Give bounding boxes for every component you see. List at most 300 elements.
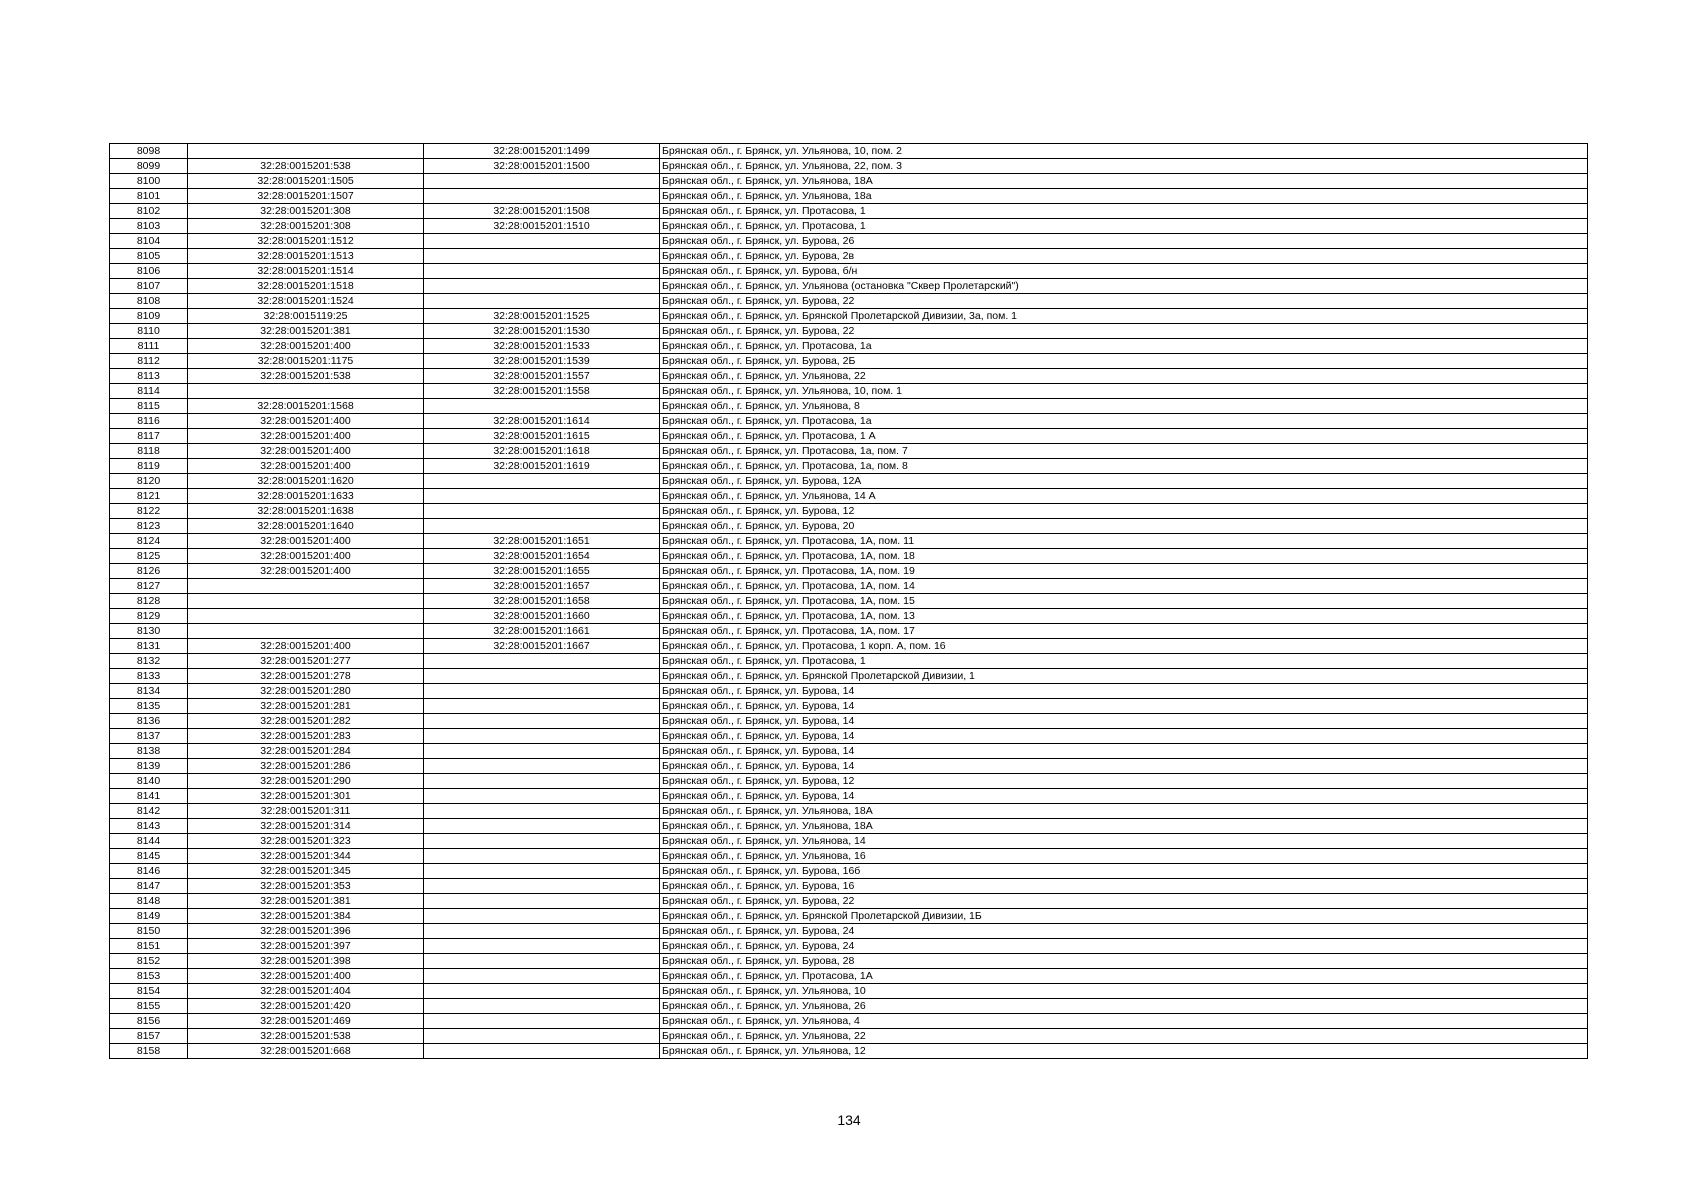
table-row	[110, 444, 1588, 459]
cadastral-number-cell: 32:28:0015201:384	[188, 909, 424, 924]
premises-cadastral-number-cell	[424, 279, 660, 294]
table-row	[110, 549, 1588, 564]
premises-cadastral-number-cell	[424, 849, 660, 864]
table-row	[110, 639, 1588, 654]
table-row	[110, 609, 1588, 624]
address-cell: Брянская обл., г. Брянск, ул. Брянской Пролетарской Дивизии, 3а, пом. 1	[660, 309, 1588, 324]
table-row	[110, 324, 1588, 339]
premises-cadastral-number-cell	[424, 819, 660, 834]
table-row	[110, 669, 1588, 684]
registry-table	[109, 143, 1588, 1059]
row-number-cell: 8125	[110, 549, 188, 564]
premises-cadastral-number-cell	[424, 1044, 660, 1059]
row-number-cell: 8099	[110, 159, 188, 174]
address-cell: Брянская обл., г. Брянск, ул. Бурова, 26	[660, 234, 1588, 249]
premises-cadastral-number-cell	[424, 804, 660, 819]
address-cell: Брянская обл., г. Брянск, ул. Ульянова, 22, пом. 3	[660, 159, 1588, 174]
row-number-cell: 8109	[110, 309, 188, 324]
address-cell: Брянская обл., г. Брянск, ул. Ульянова, 26	[660, 999, 1588, 1014]
table-row	[110, 834, 1588, 849]
table-row	[110, 624, 1588, 639]
address-cell: Брянская обл., г. Брянск, ул. Протасова, 1 корп. А, пом. 16	[660, 639, 1588, 654]
table-row	[110, 654, 1588, 669]
row-number-cell: 8103	[110, 219, 188, 234]
cadastral-number-cell: 32:28:0015201:1513	[188, 249, 424, 264]
cadastral-number-cell: 32:28:0015119:25	[188, 309, 424, 324]
address-cell: Брянская обл., г. Брянск, ул. Бурова, 2Б	[660, 354, 1588, 369]
row-number-cell: 8138	[110, 744, 188, 759]
premises-cadastral-number-cell	[424, 1014, 660, 1029]
table-row	[110, 264, 1588, 279]
premises-cadastral-number-cell: 32:28:0015201:1508	[424, 204, 660, 219]
cadastral-number-cell: 32:28:0015201:400	[188, 339, 424, 354]
row-number-cell: 8101	[110, 189, 188, 204]
premises-cadastral-number-cell	[424, 654, 660, 669]
table-row	[110, 804, 1588, 819]
cadastral-number-cell: 32:28:0015201:400	[188, 969, 424, 984]
cadastral-number-cell: 32:28:0015201:404	[188, 984, 424, 999]
premises-cadastral-number-cell	[424, 264, 660, 279]
cadastral-number-cell: 32:28:0015201:397	[188, 939, 424, 954]
table-row	[110, 954, 1588, 969]
address-cell: Брянская обл., г. Брянск, ул. Бурова, 14	[660, 759, 1588, 774]
cadastral-number-cell	[188, 609, 424, 624]
premises-cadastral-number-cell: 32:28:0015201:1655	[424, 564, 660, 579]
cadastral-number-cell: 32:28:0015201:400	[188, 534, 424, 549]
cadastral-number-cell: 32:28:0015201:353	[188, 879, 424, 894]
cadastral-number-cell: 32:28:0015201:400	[188, 444, 424, 459]
row-number-cell: 8156	[110, 1014, 188, 1029]
table-row	[110, 414, 1588, 429]
address-cell: Брянская обл., г. Брянск, ул. Брянской Пролетарской Дивизии, 1Б	[660, 909, 1588, 924]
premises-cadastral-number-cell	[424, 759, 660, 774]
cadastral-number-cell: 32:28:0015201:400	[188, 639, 424, 654]
table-row	[110, 864, 1588, 879]
row-number-cell: 8134	[110, 684, 188, 699]
row-number-cell: 8145	[110, 849, 188, 864]
table-row	[110, 909, 1588, 924]
address-cell: Брянская обл., г. Брянск, ул. Ульянова, 18А	[660, 819, 1588, 834]
table-row	[110, 684, 1588, 699]
cadastral-number-cell: 32:28:0015201:1638	[188, 504, 424, 519]
address-cell: Брянская обл., г. Брянск, ул. Протасова, 1	[660, 654, 1588, 669]
row-number-cell: 8102	[110, 204, 188, 219]
premises-cadastral-number-cell	[424, 294, 660, 309]
premises-cadastral-number-cell	[424, 189, 660, 204]
row-number-cell: 8154	[110, 984, 188, 999]
premises-cadastral-number-cell: 32:28:0015201:1499	[424, 144, 660, 159]
row-number-cell: 8129	[110, 609, 188, 624]
address-cell: Брянская обл., г. Брянск, ул. Ульянова, 18А	[660, 804, 1588, 819]
row-number-cell: 8132	[110, 654, 188, 669]
premises-cadastral-number-cell: 32:28:0015201:1530	[424, 324, 660, 339]
address-cell: Брянская обл., г. Брянск, ул. Бурова, 16	[660, 879, 1588, 894]
row-number-cell: 8124	[110, 534, 188, 549]
premises-cadastral-number-cell	[424, 699, 660, 714]
premises-cadastral-number-cell: 32:28:0015201:1558	[424, 384, 660, 399]
table-row	[110, 474, 1588, 489]
table-row	[110, 924, 1588, 939]
premises-cadastral-number-cell	[424, 1029, 660, 1044]
premises-cadastral-number-cell: 32:28:0015201:1614	[424, 414, 660, 429]
row-number-cell: 8149	[110, 909, 188, 924]
premises-cadastral-number-cell: 32:28:0015201:1661	[424, 624, 660, 639]
address-cell: Брянская обл., г. Брянск, ул. Протасова, 1а, пом. 7	[660, 444, 1588, 459]
row-number-cell: 8122	[110, 504, 188, 519]
table-row	[110, 534, 1588, 549]
row-number-cell: 8120	[110, 474, 188, 489]
premises-cadastral-number-cell	[424, 924, 660, 939]
premises-cadastral-number-cell	[424, 834, 660, 849]
cadastral-number-cell: 32:28:0015201:400	[188, 459, 424, 474]
table-row	[110, 984, 1588, 999]
table-row	[110, 249, 1588, 264]
premises-cadastral-number-cell	[424, 174, 660, 189]
premises-cadastral-number-cell	[424, 789, 660, 804]
premises-cadastral-number-cell: 32:28:0015201:1557	[424, 369, 660, 384]
row-number-cell: 8110	[110, 324, 188, 339]
address-cell: Брянская обл., г. Брянск, ул. Протасова, 1А, пом. 18	[660, 549, 1588, 564]
cadastral-number-cell: 32:28:0015201:345	[188, 864, 424, 879]
cadastral-number-cell: 32:28:0015201:538	[188, 159, 424, 174]
row-number-cell: 8126	[110, 564, 188, 579]
cadastral-number-cell: 32:28:0015201:1633	[188, 489, 424, 504]
cadastral-number-cell: 32:28:0015201:284	[188, 744, 424, 759]
table-row	[110, 174, 1588, 189]
row-number-cell: 8153	[110, 969, 188, 984]
table-row	[110, 504, 1588, 519]
cadastral-number-cell: 32:28:0015201:311	[188, 804, 424, 819]
premises-cadastral-number-cell: 32:28:0015201:1658	[424, 594, 660, 609]
registry-table-body	[110, 144, 1588, 1059]
row-number-cell: 8135	[110, 699, 188, 714]
row-number-cell: 8116	[110, 414, 188, 429]
address-cell: Брянская обл., г. Брянск, ул. Бурова, 12	[660, 774, 1588, 789]
cadastral-number-cell: 32:28:0015201:290	[188, 774, 424, 789]
row-number-cell: 8136	[110, 714, 188, 729]
row-number-cell: 8111	[110, 339, 188, 354]
row-number-cell: 8151	[110, 939, 188, 954]
cadastral-number-cell: 32:28:0015201:396	[188, 924, 424, 939]
table-row	[110, 309, 1588, 324]
row-number-cell: 8144	[110, 834, 188, 849]
address-cell: Брянская обл., г. Брянск, ул. Бурова, 28	[660, 954, 1588, 969]
cadastral-number-cell: 32:28:0015201:1175	[188, 354, 424, 369]
address-cell: Брянская обл., г. Брянск, ул. Бурова, 14	[660, 714, 1588, 729]
row-number-cell: 8117	[110, 429, 188, 444]
premises-cadastral-number-cell	[424, 954, 660, 969]
row-number-cell: 8127	[110, 579, 188, 594]
premises-cadastral-number-cell: 32:28:0015201:1510	[424, 219, 660, 234]
table-row	[110, 279, 1588, 294]
cadastral-number-cell: 32:28:0015201:1507	[188, 189, 424, 204]
table-row	[110, 1014, 1588, 1029]
table-row	[110, 294, 1588, 309]
address-cell: Брянская обл., г. Брянск, ул. Протасова, 1А, пом. 15	[660, 594, 1588, 609]
row-number-cell: 8133	[110, 669, 188, 684]
cadastral-number-cell: 32:28:0015201:282	[188, 714, 424, 729]
address-cell: Брянская обл., г. Брянск, ул. Протасова, 1А, пом. 13	[660, 609, 1588, 624]
premises-cadastral-number-cell: 32:28:0015201:1500	[424, 159, 660, 174]
address-cell: Брянская обл., г. Брянск, ул. Ульянова, 10, пом. 1	[660, 384, 1588, 399]
premises-cadastral-number-cell	[424, 474, 660, 489]
premises-cadastral-number-cell: 32:28:0015201:1651	[424, 534, 660, 549]
row-number-cell: 8100	[110, 174, 188, 189]
cadastral-number-cell	[188, 594, 424, 609]
address-cell: Брянская обл., г. Брянск, ул. Брянской Пролетарской Дивизии, 1	[660, 669, 1588, 684]
address-cell: Брянская обл., г. Брянск, ул. Ульянова, 12	[660, 1044, 1588, 1059]
table-row	[110, 429, 1588, 444]
cadastral-number-cell: 32:28:0015201:400	[188, 564, 424, 579]
row-number-cell: 8131	[110, 639, 188, 654]
table-row	[110, 894, 1588, 909]
table-row	[110, 339, 1588, 354]
address-cell: Брянская обл., г. Брянск, ул. Протасова, 1А, пом. 19	[660, 564, 1588, 579]
table-row	[110, 564, 1588, 579]
premises-cadastral-number-cell	[424, 399, 660, 414]
table-row	[110, 729, 1588, 744]
address-cell: Брянская обл., г. Брянск, ул. Ульянова, 14	[660, 834, 1588, 849]
cadastral-number-cell: 32:28:0015201:538	[188, 1029, 424, 1044]
row-number-cell: 8141	[110, 789, 188, 804]
table-row	[110, 144, 1588, 159]
address-cell: Брянская обл., г. Брянск, ул. Ульянова, 4	[660, 1014, 1588, 1029]
row-number-cell: 8104	[110, 234, 188, 249]
row-number-cell: 8130	[110, 624, 188, 639]
address-cell: Брянская обл., г. Брянск, ул. Бурова, 24	[660, 924, 1588, 939]
row-number-cell: 8139	[110, 759, 188, 774]
table-row	[110, 489, 1588, 504]
premises-cadastral-number-cell: 32:28:0015201:1654	[424, 549, 660, 564]
premises-cadastral-number-cell	[424, 714, 660, 729]
address-cell: Брянская обл., г. Брянск, ул. Протасова, 1а, пом. 8	[660, 459, 1588, 474]
row-number-cell: 8128	[110, 594, 188, 609]
table-row	[110, 789, 1588, 804]
table-row	[110, 219, 1588, 234]
table-row	[110, 369, 1588, 384]
cadastral-number-cell: 32:28:0015201:314	[188, 819, 424, 834]
address-cell: Брянская обл., г. Брянск, ул. Бурова, 14	[660, 684, 1588, 699]
row-number-cell: 8157	[110, 1029, 188, 1044]
address-cell: Брянская обл., г. Брянск, ул. Бурова, 22	[660, 324, 1588, 339]
address-cell: Брянская обл., г. Брянск, ул. Бурова, 12	[660, 504, 1588, 519]
table-row	[110, 999, 1588, 1014]
table-row	[110, 204, 1588, 219]
address-cell: Брянская обл., г. Брянск, ул. Ульянова, 16	[660, 849, 1588, 864]
row-number-cell: 8098	[110, 144, 188, 159]
premises-cadastral-number-cell: 32:28:0015201:1619	[424, 459, 660, 474]
premises-cadastral-number-cell	[424, 879, 660, 894]
cadastral-number-cell	[188, 144, 424, 159]
premises-cadastral-number-cell	[424, 519, 660, 534]
cadastral-number-cell: 32:28:0015201:1505	[188, 174, 424, 189]
cadastral-number-cell	[188, 384, 424, 399]
premises-cadastral-number-cell	[424, 939, 660, 954]
table-row	[110, 969, 1588, 984]
premises-cadastral-number-cell	[424, 729, 660, 744]
row-number-cell: 8148	[110, 894, 188, 909]
row-number-cell: 8158	[110, 1044, 188, 1059]
address-cell: Брянская обл., г. Брянск, ул. Ульянова, 8	[660, 399, 1588, 414]
table-row	[110, 384, 1588, 399]
table-row	[110, 879, 1588, 894]
table-row	[110, 594, 1588, 609]
premises-cadastral-number-cell: 32:28:0015201:1657	[424, 579, 660, 594]
premises-cadastral-number-cell	[424, 984, 660, 999]
cadastral-number-cell: 32:28:0015201:400	[188, 429, 424, 444]
premises-cadastral-number-cell	[424, 864, 660, 879]
cadastral-number-cell: 32:28:0015201:469	[188, 1014, 424, 1029]
cadastral-number-cell: 32:28:0015201:381	[188, 324, 424, 339]
cadastral-number-cell: 32:28:0015201:1524	[188, 294, 424, 309]
premises-cadastral-number-cell: 32:28:0015201:1667	[424, 639, 660, 654]
address-cell: Брянская обл., г. Брянск, ул. Протасова, 1а	[660, 339, 1588, 354]
row-number-cell: 8146	[110, 864, 188, 879]
address-cell: Брянская обл., г. Брянск, ул. Протасова, 1 А	[660, 429, 1588, 444]
address-cell: Брянская обл., г. Брянск, ул. Протасова, 1	[660, 219, 1588, 234]
table-row	[110, 939, 1588, 954]
row-number-cell: 8119	[110, 459, 188, 474]
cadastral-number-cell: 32:28:0015201:400	[188, 549, 424, 564]
cadastral-number-cell: 32:28:0015201:323	[188, 834, 424, 849]
cadastral-number-cell: 32:28:0015201:283	[188, 729, 424, 744]
address-cell: Брянская обл., г. Брянск, ул. Протасова, 1А, пом. 17	[660, 624, 1588, 639]
premises-cadastral-number-cell: 32:28:0015201:1615	[424, 429, 660, 444]
cadastral-number-cell: 32:28:0015201:400	[188, 414, 424, 429]
premises-cadastral-number-cell	[424, 744, 660, 759]
cadastral-number-cell: 32:28:0015201:280	[188, 684, 424, 699]
address-cell: Брянская обл., г. Брянск, ул. Бурова, 14	[660, 729, 1588, 744]
premises-cadastral-number-cell	[424, 684, 660, 699]
row-number-cell: 8113	[110, 369, 188, 384]
row-number-cell: 8112	[110, 354, 188, 369]
cadastral-number-cell: 32:28:0015201:668	[188, 1044, 424, 1059]
cadastral-number-cell: 32:28:0015201:1620	[188, 474, 424, 489]
table-row	[110, 714, 1588, 729]
table-row	[110, 159, 1588, 174]
address-cell: Брянская обл., г. Брянск, ул. Ульянова, 10	[660, 984, 1588, 999]
premises-cadastral-number-cell: 32:28:0015201:1539	[424, 354, 660, 369]
premises-cadastral-number-cell	[424, 249, 660, 264]
address-cell: Брянская обл., г. Брянск, ул. Бурова, 14	[660, 789, 1588, 804]
address-cell: Брянская обл., г. Брянск, ул. Бурова, 22	[660, 894, 1588, 909]
row-number-cell: 8143	[110, 819, 188, 834]
premises-cadastral-number-cell	[424, 909, 660, 924]
table-row	[110, 849, 1588, 864]
address-cell: Брянская обл., г. Брянск, ул. Бурова, 12А	[660, 474, 1588, 489]
cadastral-number-cell: 32:28:0015201:1518	[188, 279, 424, 294]
cadastral-number-cell	[188, 579, 424, 594]
table-row	[110, 234, 1588, 249]
row-number-cell: 8137	[110, 729, 188, 744]
table-row	[110, 774, 1588, 789]
cadastral-number-cell: 32:28:0015201:286	[188, 759, 424, 774]
row-number-cell: 8155	[110, 999, 188, 1014]
table-row	[110, 189, 1588, 204]
address-cell: Брянская обл., г. Брянск, ул. Ульянова, 22	[660, 1029, 1588, 1044]
premises-cadastral-number-cell	[424, 969, 660, 984]
cadastral-number-cell	[188, 624, 424, 639]
table-row	[110, 399, 1588, 414]
address-cell: Брянская обл., г. Брянск, ул. Бурова, 14	[660, 699, 1588, 714]
cadastral-number-cell: 32:28:0015201:420	[188, 999, 424, 1014]
address-cell: Брянская обл., г. Брянск, ул. Ульянова, 14 А	[660, 489, 1588, 504]
cadastral-number-cell: 32:28:0015201:301	[188, 789, 424, 804]
row-number-cell: 8140	[110, 774, 188, 789]
address-cell: Брянская обл., г. Брянск, ул. Ульянова, 18а	[660, 189, 1588, 204]
address-cell: Брянская обл., г. Брянск, ул. Протасова, 1А	[660, 969, 1588, 984]
table-row	[110, 519, 1588, 534]
address-cell: Брянская обл., г. Брянск, ул. Ульянова, 10, пом. 2	[660, 144, 1588, 159]
premises-cadastral-number-cell	[424, 234, 660, 249]
address-cell: Брянская обл., г. Брянск, ул. Бурова, 16б	[660, 864, 1588, 879]
address-cell: Брянская обл., г. Брянск, ул. Бурова, 2в	[660, 249, 1588, 264]
premises-cadastral-number-cell: 32:28:0015201:1618	[424, 444, 660, 459]
premises-cadastral-number-cell	[424, 894, 660, 909]
premises-cadastral-number-cell: 32:28:0015201:1525	[424, 309, 660, 324]
address-cell: Брянская обл., г. Брянск, ул. Бурова, б/н	[660, 264, 1588, 279]
table-row	[110, 1029, 1588, 1044]
cadastral-number-cell: 32:28:0015201:538	[188, 369, 424, 384]
row-number-cell: 8106	[110, 264, 188, 279]
table-row	[110, 744, 1588, 759]
table-row	[110, 459, 1588, 474]
premises-cadastral-number-cell	[424, 504, 660, 519]
row-number-cell: 8114	[110, 384, 188, 399]
table-row	[110, 699, 1588, 714]
address-cell: Брянская обл., г. Брянск, ул. Бурова, 14	[660, 744, 1588, 759]
row-number-cell: 8142	[110, 804, 188, 819]
row-number-cell: 8107	[110, 279, 188, 294]
premises-cadastral-number-cell	[424, 774, 660, 789]
cadastral-number-cell: 32:28:0015201:398	[188, 954, 424, 969]
cadastral-number-cell: 32:28:0015201:1568	[188, 399, 424, 414]
address-cell: Брянская обл., г. Брянск, ул. Ульянова, 18А	[660, 174, 1588, 189]
premises-cadastral-number-cell	[424, 669, 660, 684]
cadastral-number-cell: 32:28:0015201:278	[188, 669, 424, 684]
cadastral-number-cell: 32:28:0015201:281	[188, 699, 424, 714]
row-number-cell: 8118	[110, 444, 188, 459]
address-cell: Брянская обл., г. Брянск, ул. Протасова, 1А, пом. 14	[660, 579, 1588, 594]
table-row	[110, 579, 1588, 594]
address-cell: Брянская обл., г. Брянск, ул. Протасова, 1	[660, 204, 1588, 219]
premises-cadastral-number-cell: 32:28:0015201:1533	[424, 339, 660, 354]
address-cell: Брянская обл., г. Брянск, ул. Бурова, 20	[660, 519, 1588, 534]
cadastral-number-cell: 32:28:0015201:277	[188, 654, 424, 669]
address-cell: Брянская обл., г. Брянск, ул. Бурова, 22	[660, 294, 1588, 309]
cadastral-number-cell: 32:28:0015201:1512	[188, 234, 424, 249]
cadastral-number-cell: 32:28:0015201:308	[188, 204, 424, 219]
page-number: 134	[837, 1112, 861, 1128]
row-number-cell: 8152	[110, 954, 188, 969]
row-number-cell: 8123	[110, 519, 188, 534]
cadastral-number-cell: 32:28:0015201:344	[188, 849, 424, 864]
row-number-cell: 8121	[110, 489, 188, 504]
row-number-cell: 8147	[110, 879, 188, 894]
cadastral-number-cell: 32:28:0015201:1514	[188, 264, 424, 279]
cadastral-number-cell: 32:28:0015201:308	[188, 219, 424, 234]
premises-cadastral-number-cell	[424, 999, 660, 1014]
row-number-cell: 8115	[110, 399, 188, 414]
address-cell: Брянская обл., г. Брянск, ул. Ульянова, 22	[660, 369, 1588, 384]
row-number-cell: 8108	[110, 294, 188, 309]
row-number-cell: 8105	[110, 249, 188, 264]
cadastral-number-cell: 32:28:0015201:1640	[188, 519, 424, 534]
cadastral-number-cell: 32:28:0015201:381	[188, 894, 424, 909]
table-row	[110, 1044, 1588, 1059]
premises-cadastral-number-cell	[424, 489, 660, 504]
address-cell: Брянская обл., г. Брянск, ул. Ульянова (остановка "Сквер Пролетарский")	[660, 279, 1588, 294]
